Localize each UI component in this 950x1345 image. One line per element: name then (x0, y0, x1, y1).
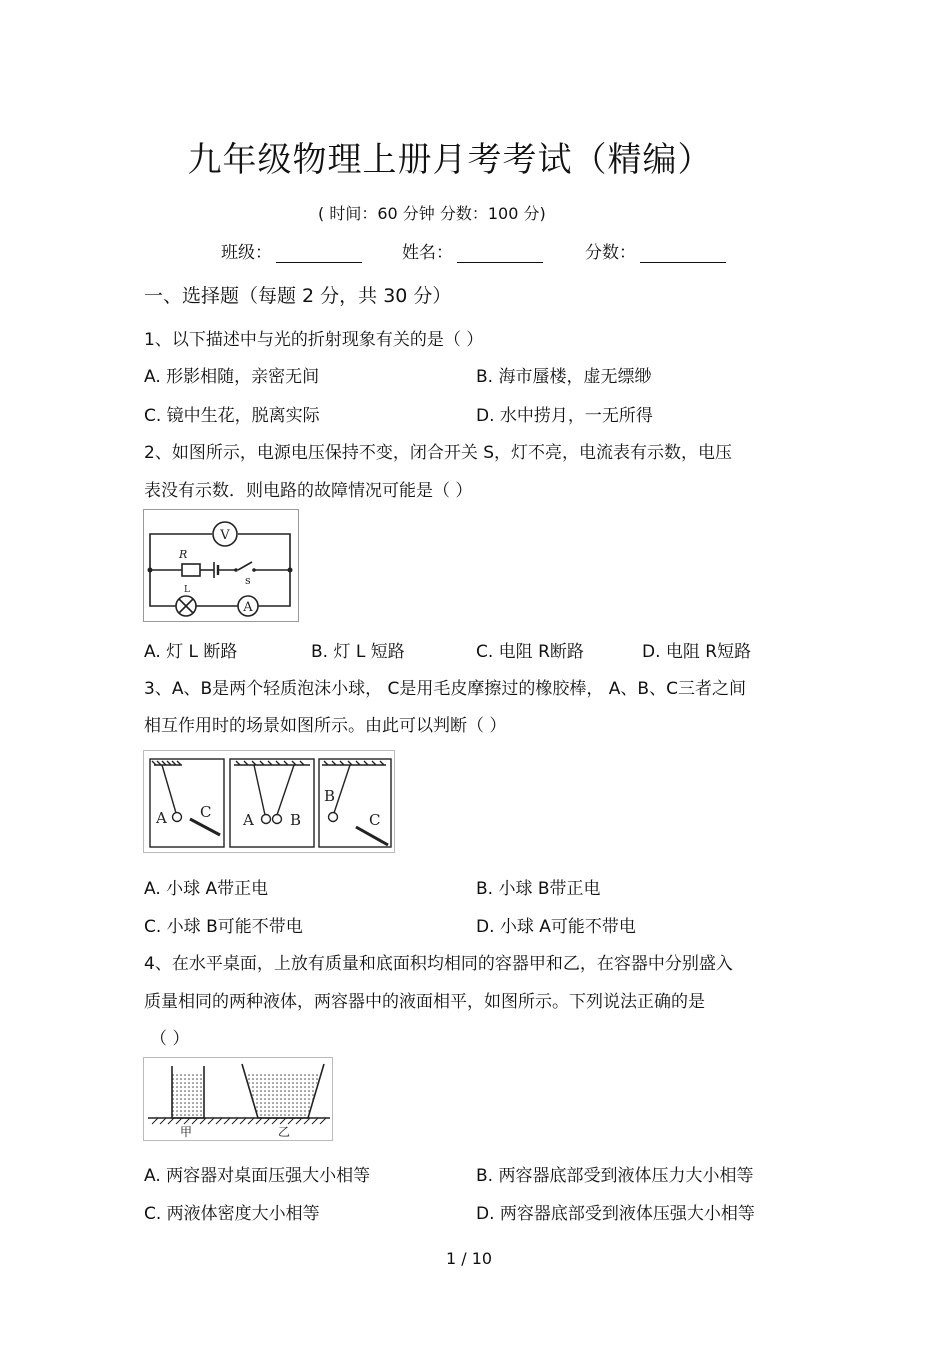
ball-b-label-3: B (324, 787, 336, 805)
containers-figure (143, 1057, 333, 1141)
q2-stem-line2: 表没有示数．则电路的故障情况可能是（ ） (144, 481, 473, 501)
q4-stem-line2: 质量相同的两种液体，两容器中的液面相平，如图所示。下列说法正确的是 (144, 992, 705, 1012)
name-blank (457, 244, 543, 263)
page-title: 九年级物理上册月考考试（精编） (187, 140, 713, 180)
name-field (402, 238, 543, 263)
q2-option-b: B. 灯 L 短路 (311, 642, 405, 662)
balls-figure (143, 750, 395, 853)
q2-option-a: A. 灯 L 断路 (144, 642, 238, 662)
q4-option-d: D. 两容器底部受到液体压强大小相等 (476, 1204, 755, 1224)
circuit-figure (143, 509, 299, 622)
exam-info: ( 时间：60 分钟 分数：100 分) (318, 204, 546, 223)
q1-option-c: C. 镜中生花，脱离实际 (144, 406, 320, 426)
q4-option-b: B. 两容器底部受到液体压力大小相等 (476, 1166, 754, 1186)
ball-a-label-1: A (156, 809, 167, 827)
name-label: 姓名： (402, 243, 453, 263)
class-label: 班级： (221, 243, 272, 263)
q3-option-d: D. 小球 A可能不带电 (476, 917, 636, 937)
switch-label: s (245, 574, 251, 587)
q3-stem-line1: 3、A、B是两个轻质泡沫小球， C是用毛皮摩擦过的橡胶棒， A、B、C三者之间 (144, 679, 746, 699)
rod-c-label-1: C (200, 803, 212, 821)
q4-option-a: A. 两容器对桌面压强大小相等 (144, 1166, 371, 1186)
q1-option-a: A. 形影相随，亲密无间 (144, 367, 320, 387)
score-blank (640, 244, 726, 263)
score-field (585, 238, 726, 263)
q2-stem-line1: 2、如图所示，电源电压保持不变，闭合开关 S，灯不亮，电流表有示数，电压 (144, 443, 733, 463)
score-label: 分数： (585, 243, 636, 263)
q4-stem-line1: 4、在水平桌面，上放有质量和底面积均相同的容器甲和乙，在容器中分别盛入 (144, 954, 733, 974)
yi-label: 乙 (278, 1125, 291, 1139)
q3-option-a: A. 小球 A带正电 (144, 879, 269, 899)
section-heading: 一、选择题（每题 2 分，共 30 分） (144, 285, 452, 307)
ball-b-label-2: B (290, 811, 302, 829)
q2-option-d: D. 电阻 R短路 (642, 642, 752, 662)
voltmeter-label: V (220, 528, 230, 543)
rod-c-label-3: C (369, 811, 381, 829)
page-number: 1 / 10 (446, 1249, 493, 1268)
ball-a-label-2: A (243, 811, 254, 829)
q3-stem-line2: 相互作用时的场景如图所示。由此可以判断（ ） (144, 716, 507, 736)
q3-option-c: C. 小球 B可能不带电 (144, 917, 303, 937)
jia-label: 甲 (180, 1125, 193, 1139)
lamp-label: L (184, 585, 190, 595)
ammeter-label: A (243, 600, 253, 615)
q4-stem-line3: （ ） (150, 1029, 190, 1049)
q3-option-b: B. 小球 B带正电 (476, 879, 601, 899)
resistor-label: R (179, 548, 188, 561)
q1-stem: 1、以下描述中与光的折射现象有关的是（ ） (144, 330, 484, 350)
q4-option-c: C. 两液体密度大小相等 (144, 1204, 320, 1224)
q1-option-b: B. 海市蜃楼，虚无缥缈 (476, 367, 652, 387)
class-field (221, 238, 362, 263)
q2-option-c: C. 电阻 R断路 (476, 642, 584, 662)
class-blank (276, 244, 362, 263)
q1-option-d: D. 水中捞月，一无所得 (476, 406, 653, 426)
